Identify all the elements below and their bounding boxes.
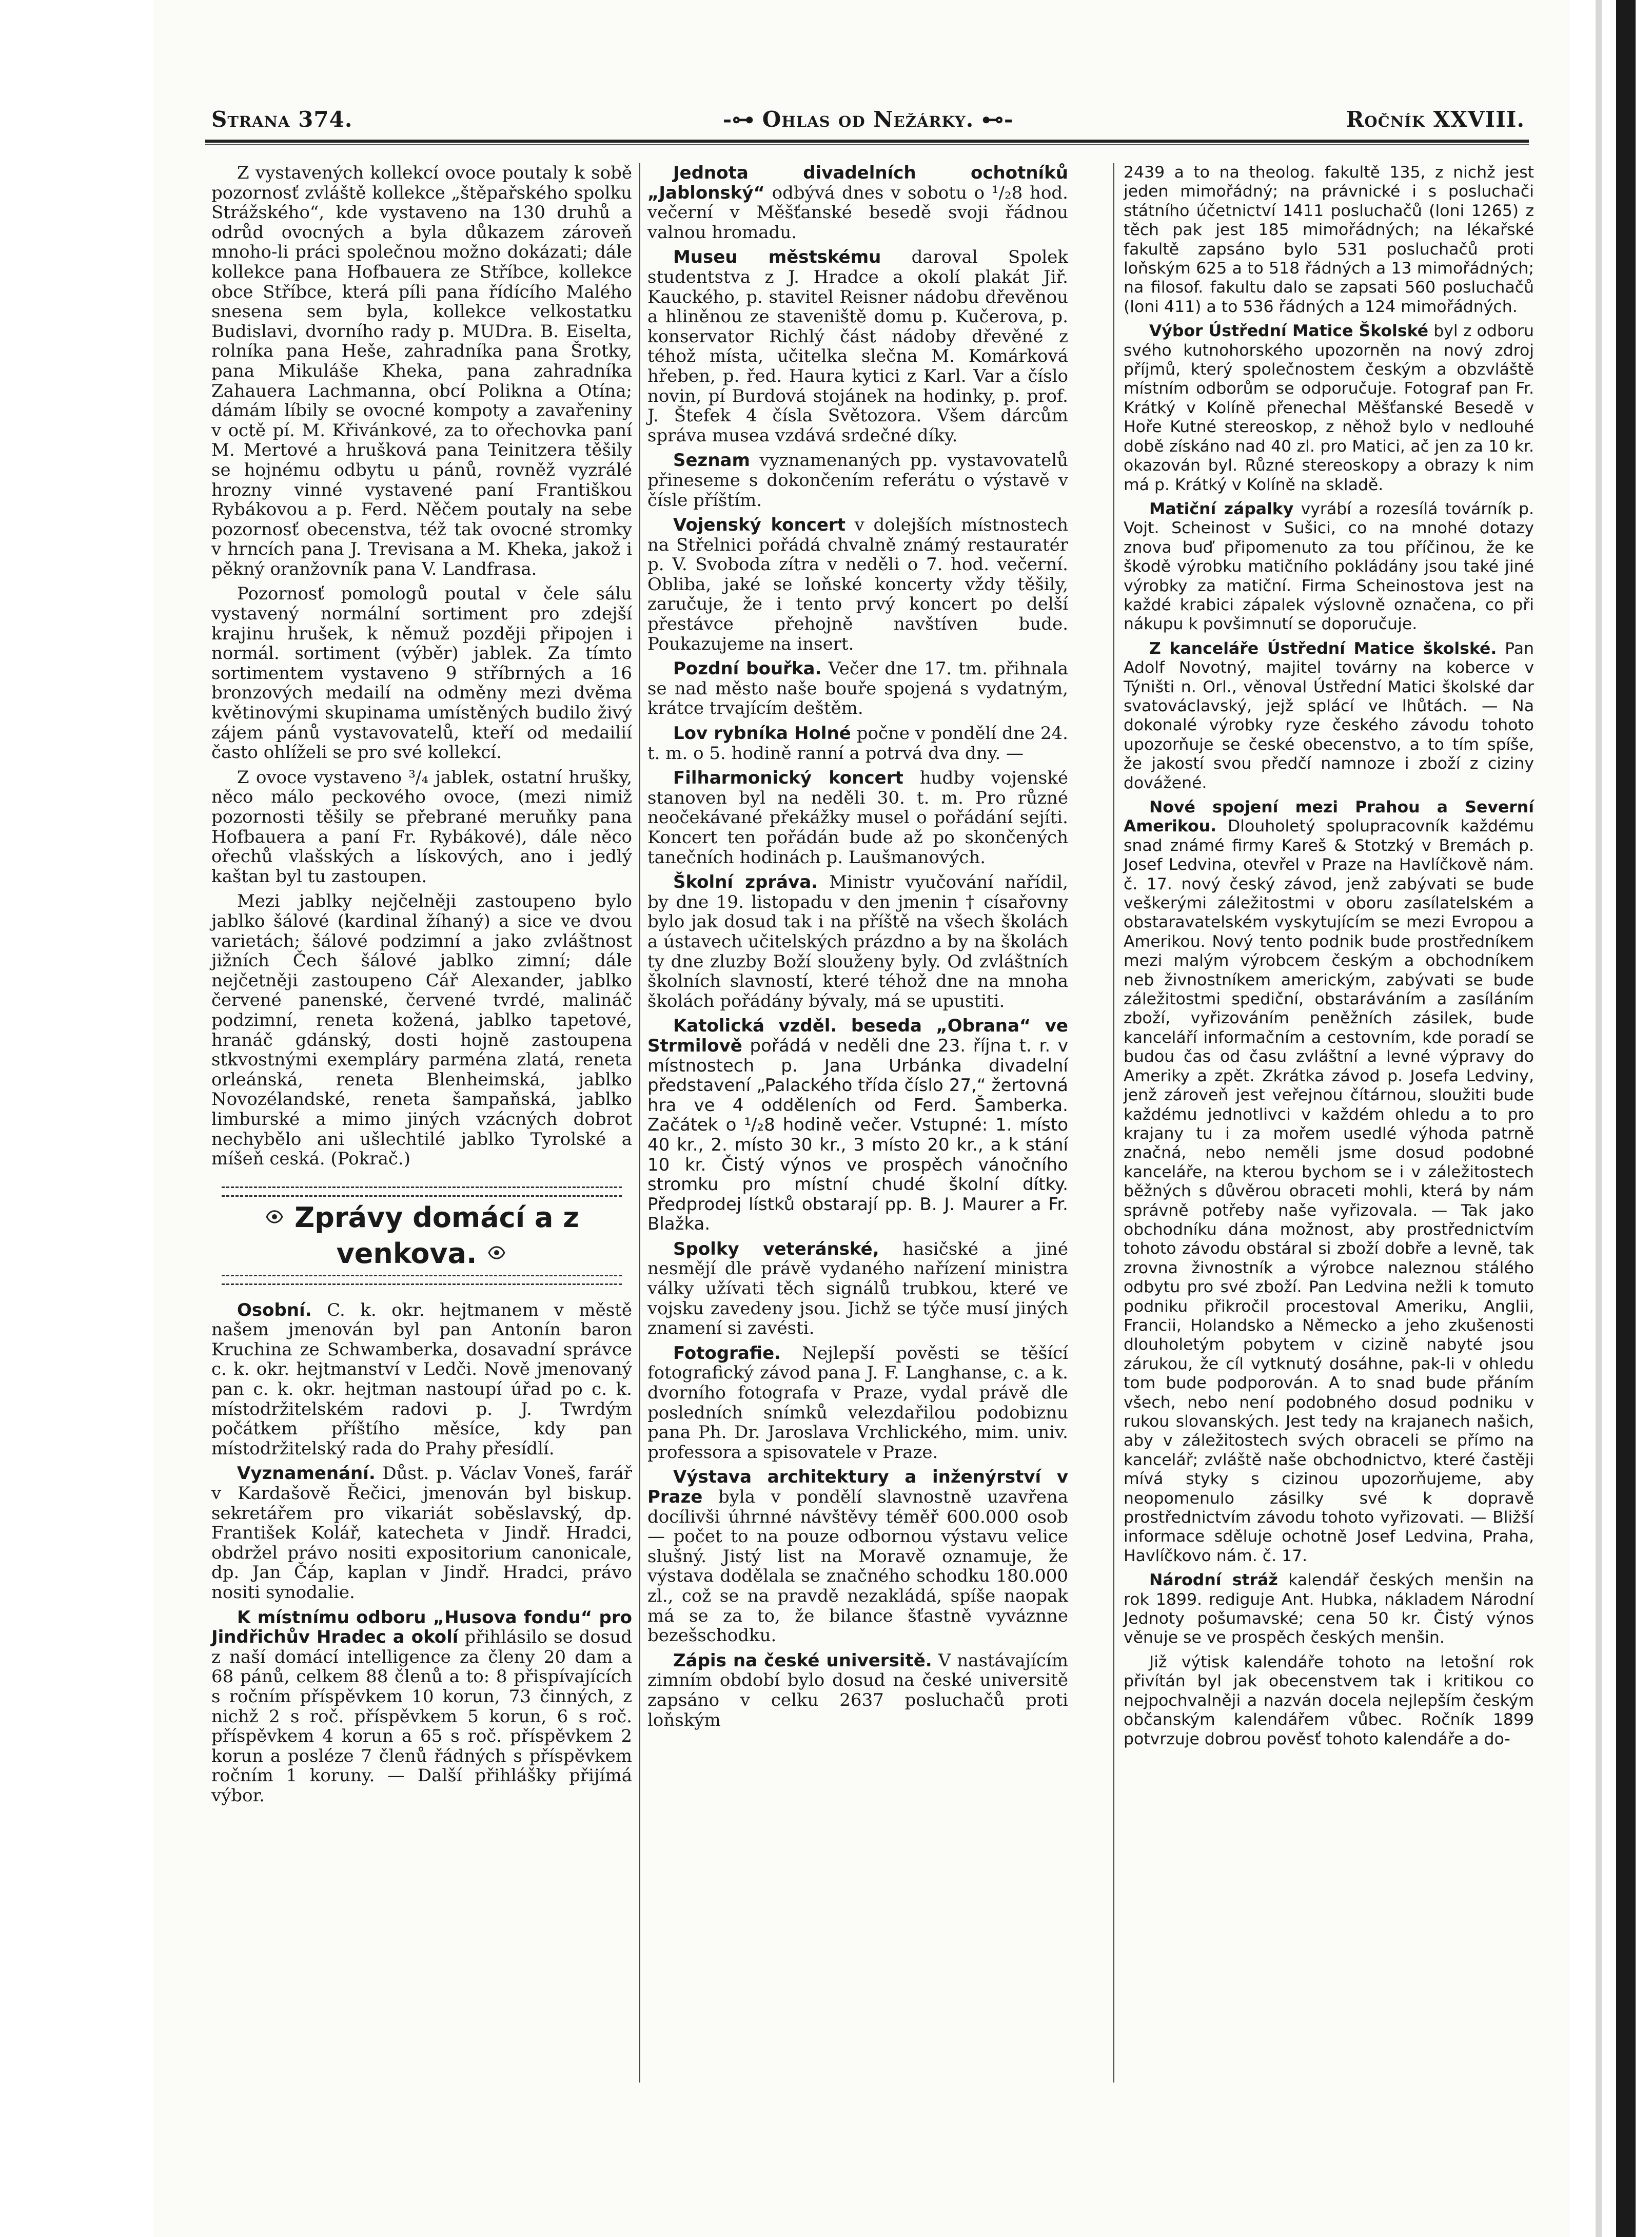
- heading-zapalky: Matiční zápalky: [1149, 499, 1294, 518]
- heading-vojensky-koncert: Vojenský koncert: [673, 515, 845, 536]
- heading-katolicka: Katolická vzděl. beseda „Obrana“ ve Strmilově: [647, 1016, 1068, 1056]
- article-husova-fondu: [211, 1608, 632, 1806]
- article-katolicka: [647, 1016, 1068, 1234]
- text-vystava: byla v pondělí slavnostně uzavřena docílivši úhrnné návštěvy téměř 600.000 osob — počet to na pouze odbornou výstavu velice slušný. Jistý list na Moravě oznamuje, že výstava dodělala se značného schodku 180.000 zl., což se na pravdě nezakládá, spíše naopak má se za to, že bilance šťastně vyváznne bezešschodku.: [647, 1487, 1069, 1646]
- heading-kancelar: Z kanceláře Ústřední Matice školské.: [1149, 639, 1497, 658]
- heading-spolky: Spolky veteránské,: [673, 1238, 879, 1259]
- article-spolky: [647, 1239, 1068, 1338]
- article-nove-spojeni: [1124, 798, 1534, 1566]
- text-zapalky: vyrábí a rozesílá továrník p. Vojt. Scheinost v Sušici, co na mnohé dotazy znova buď připomenuto za tou příčinou, že ke škodě výrobku matičního pokládány jsou také jiné výrobky za matiční. Firma Scheinostova jest na každé krabici zápalek výslovně označena, co při nákupu k povšimnutí se doporučuje.: [1124, 499, 1535, 634]
- column-divider-1: [639, 163, 640, 2083]
- article-vystava: [647, 1467, 1068, 1645]
- heading-filharmonicky: Filharmonický koncert: [673, 768, 903, 789]
- article-lov: [647, 724, 1068, 763]
- exhibition-paragraph-1: Z vystavených kollekcí ovoce poutaly k sobě pozornosť zvláště kollekce „štěpařského spolku Strážského“, kde vystaveno na 130 druhů a odrůd ovocných a byla důkazem zároveň mnoho-li práci společnou možno dokázati; dále kollekce pana Hofbauera ze Stříbce, kollekce obce Stříbce, která píli pana řídícího Malého snesena sem byla, kollekce velkostatku Budislavi, dvorního rady p. MUDra. B. Eiselta, rolníka pana Heše, zahradníka pana Šrotky, pana Mikuláše Kheka, pana zahradníka Zahauera Lachmanna, obcí Polikna a Otína; dámám líbily se ovocné kompoty a zavařeniny v octě pí. M. Křivánkové, za to ořechovka paní M. Mertové a hrušková pana Teinitzera těšily se hojnému odbytu u pánů, rovněž vyzrálé hrozny vinné vystavené paní Františkou Rybákovou a p. Ferd. Něčem poutaly na sebe pozornosť obecenstva, též tak ovocné stromky v hrncích pana J. Trevisana a M. Kheka, jakož i pěkný oranžovník pana V. Landfrasa.: [211, 163, 632, 579]
- article-zapalky: [1124, 500, 1534, 634]
- heading-nove-spojeni: Nové spojení mezi Prahou a Severní Amerikou.: [1124, 798, 1534, 836]
- article-osobni: [211, 1300, 632, 1459]
- text-filharmonicky: hudby vojenské stanoven byl na neděli 30. t. m. Pro různé neočekávané překážky musel o pořádání sejíti. Koncert ten pořádán bude až po skončených tanečních hodinách p. Laušmanových.: [647, 768, 1068, 868]
- zapis-continuation: 2439 a to na theolog. fakultě 135, z nichž jest jeden mimořádný; na právnické i s posluchači státního účetnictví 1411 posluchačů (loni 1265) z těch pak jest 185 mimořádných; na lékařské fakultě zapsáno bylo 531 posluchačů proti loňským 625 a to 518 řádných a 13 mimořádných; na filosof. fakultu dalo se zapsati 560 posluchačů (loni 411) a to 536 řádných a 124 mimořádných.: [1124, 163, 1534, 316]
- text-zapis: V nastávajícím zimním období bylo dosud na české universitě zapsáno v celku 2637 posluchačů proti loňským: [647, 1650, 1068, 1730]
- heading-narodni-straz: Národní stráž: [1149, 1571, 1278, 1590]
- text-jablonsky: odbývá dnes v sobotu o ¹/₂8 hod. večerní v Měšťanské besedě svoji řádnou valnou hromadu.: [647, 182, 1068, 243]
- text-spolky: hasičské a jiné nesmějí dle právě vydaného nařízení ministra války užívati těch signálů trubkou, které ve vojsku zavedeny jsou. Jichž se týče musí jiných znamení si zavésti.: [647, 1238, 1069, 1339]
- article-zapis: [647, 1651, 1068, 1730]
- article-bourka: [647, 659, 1068, 718]
- text-vyznamenani: Důst. p. Václav Voneš, farář v Kardašově Řečici, jmenován byl biskup. sekretářem pro vikariát soběslavský, dp. František Kolář, katecheta v Jindř. Hradci, obdržel právo nositi expositorium canonicale, dp. Jan Čáp, kaplan v Jindř. Hradci, právo nositi synodalie.: [211, 1463, 632, 1603]
- heading-museum: Museu městskému: [673, 247, 881, 268]
- heading-vystava: Výstava architektury a inženýrství v Praze: [647, 1467, 1068, 1507]
- heading-vyznamenani: Vyznamenání.: [237, 1463, 376, 1484]
- column-3: [1124, 163, 1534, 1754]
- heading-vybor: Výbor Ústřední Matice Školské: [1149, 322, 1429, 341]
- text-husova-fondu: přihlásilo se dosud z naší domácí intelligence za členy 20 dam a 68 pánů, celkem 88 členů a to: 8 přispívajících s ročním příspěvkem 10 korun, 73 činných, z nichž 2 s roč. příspěvkem 5 korun, 6 s roč. příspěvkem 4 korun a 65 s roč. příspěvkem 2 korun a posléze 7 členů řádných s příspěvkem ročním 1 koruny. — Další přihlášky přijímá výbor.: [211, 1627, 632, 1806]
- banner-ornament-bottom: [222, 1275, 622, 1285]
- heading-zapis: Zápis na české universitě.: [673, 1650, 932, 1671]
- article-vojensky-koncert: [647, 515, 1068, 654]
- section-banner: [211, 1186, 632, 1285]
- text-katolicka: pořádá v neděli dne 23. října t. r. v místnostech p. Jana Urbánka divadelní představení „Palackého třída číslo 27,“ žertovná hra ve 4 odděleních od Ferd. Šamberka. Začátek o ¹/₂8 hodině večer. Vstupné: 1. místo 40 kr., 2. místo 30 kr., 3 místo 20 kr., a k stání 10 kr. Čistý výnos ve prospěch vánočního stromku pro místní chudé školní dítky. Předprodej lístků obstarají pp. B. J. Maurer a Fr. Blažka.: [647, 1035, 1068, 1235]
- text-osobni: C. k. okr. hejtmanem v městě našem jmenován byl pan Antonín baron Kruchina ze Schwamberka, dosavadní správce c. k. okr. hejtmanství v Ledči. Nově jmenovaný pan c. k. okr. hejtman nastoupí úřad po c. k. místodržitelském radovi p. J. Twrdým počátkem příštího měsíce, kdy pan místodržitelský rada do Prahy přesídlí.: [211, 1299, 632, 1459]
- scan-edge-light: [1596, 0, 1602, 2237]
- heading-bourka: Pozdní bouřka.: [673, 658, 822, 679]
- heading-fotografie: Fotografie.: [673, 1343, 781, 1364]
- text-skolni: Ministr vyučování nařídil, by dne 19. listopadu v den jmenin † císařovny bylo jak dosud tak i na příště na všech školách a ústavech učitelských prázdno a by na školách ty dne zluzby Boží slouženy byly. Od zvláštních školních slavností, které téhož dne na mnoha školách pořádány bývaly, má se upustiti.: [647, 872, 1068, 1011]
- heading-jablonsky: Jednota divadelních ochotníků „Jablonský“: [647, 163, 1068, 203]
- flourish-left-icon: [264, 1207, 285, 1227]
- column-2: [647, 163, 1068, 1735]
- exhibition-paragraph-3: Z ovoce vystaveno ³/₄ jablek, ostatní hrušky, něco málo peckového ovoce, (mezi nimiž pozornosti těšily se přebrané meruňky pana Hofbauera a paní Fr. Rybákové), dále něco ořechů vlašských a lískových, ano i jedlý kaštan byl tu zastoupen.: [211, 767, 632, 887]
- article-kancelar: [1124, 639, 1534, 793]
- heading-husova-fondu: K místnímu odboru „Husova fondu“ pro Jindřichův Hradec a okolí: [211, 1607, 632, 1648]
- heading-osobni: Osobní.: [237, 1299, 312, 1320]
- exhibition-paragraph-4: [211, 891, 632, 1169]
- column-1: [211, 163, 632, 1811]
- text-bourka: Večer dne 17. tm. přihnala se nad město naše bouře spojená s vydatným, krátce trvajícím deštěm.: [647, 658, 1068, 719]
- volume-number: Ročník XXVIII.: [1346, 107, 1525, 132]
- newspaper-title: -⊶ Ohlas od Nežárky. ⊷-: [722, 107, 1014, 132]
- article-narodni-straz: [1124, 1571, 1534, 1648]
- section-title-text: Zprávy domácí a z venkova.: [294, 1201, 579, 1270]
- article-jablonsky: [647, 163, 1068, 242]
- page-number: Strana 374.: [211, 107, 353, 132]
- article-skolni: [647, 872, 1068, 1011]
- text-seznam: vyznamenaných pp. vystavovatelů přineseme s dokončením referátu o výstavě v čísle příštím.: [647, 450, 1068, 511]
- text-narodni-straz: kalendář českých menšin na rok 1899. rediguje Ant. Hubka, nákladem Národní Jednoty pošumavské; cena 50 kr. Čistý výnos věnuje se ve prospěch českých menšin.: [1124, 1571, 1534, 1647]
- article-filharmonicky: [647, 768, 1068, 867]
- text-vybor: byl z odboru svého kutnohorského upozorněn na nový zdroj příjmů, který společnostem českým a obzvláště místním odborům se odporučuje. Fotograf pan Fr. Krátký v Kolíně přenechal Měšťanské Besedě v Hoře Kutné stereoskop, z něhož bylo v nedlouhé době získáno nad 40 zl. pro Matici, ač jen za 10 kr. okazován byl. Různé stereoskopy a obrazy k nim má p. Krátký v Kolíně na skladě.: [1124, 322, 1534, 494]
- article-fotografie: [647, 1344, 1068, 1463]
- text-museum: daroval Spolek studentstva z J. Hradce a okolí plakát Jiř. Kauckého, p. stavitel Reisner nádobu dřevěnou a hliněnou ze staveniště domu p. Kučerova, p. konservator Richlý část nádoby dřevěné z téhož místa, učitelka slečna M. Komárková hřeben, p. řed. Haura kytici z Karl. Var a číslo novin, pí Burdová stojánek na hodinky, p. prof. J. Štefek 4 čísla Světozora. Všem dárcům správa musea vzdává srdečné díky.: [647, 247, 1069, 446]
- scan-edge-dark: [1616, 0, 1636, 2237]
- heading-skolni: Školní zpráva.: [673, 872, 818, 893]
- header-rule: [205, 140, 1529, 143]
- article-vyznamenani: [211, 1464, 632, 1602]
- continued-note: (Pokrač.): [330, 1149, 410, 1170]
- text-fotografie: Nejlepší pověsti se těšící fotografický závod pana J. F. Langhanse, c. a k. dvorního fotografa v Praze, vydal právě dle posledních snímků velezdařilou podobiznu pana Ph. Dr. Jaroslava Vrchlického, mim. univ. professora a spisovatele v Praze.: [647, 1343, 1068, 1463]
- article-vybor: [1124, 322, 1534, 495]
- column-divider-2: [1113, 163, 1114, 2083]
- text-nove-spojeni: Dlouholetý spolupracovník každému snad známé firmy Kareš & Stotzký v Bremách p. Josef Ledvina, otevřel v Praze na Havlíčkově nám. č. 17. nový český závod, jenž zabývati se bude veškerými záležitostmi v oboru zasílatelském a obstaravatelském vyskytujícím se mezi Evropou a Amerikou. Nový tento podnik bude prostředníkem mezi malým výrobcem českým a obchodníkem neb živnostníkem americkým, zabývati se bude záležitostmi spediční, obstaráváním a zasíláním zboží, vyřizováním peněžních zásilek, bude kanceláří informačním a cestovním, kde poradí se budou čas od času zvláštní a levné výpravy do Ameriky a zpět. Zkrátka závod p. Josefa Ledviny, jenž zároveň jest veřejnou čítárnou, sloužiti bude každému jednotlivci v každém ohledu a to pro krajany tu i za mořem usedlé výhoda patrně značná, nebo neměli jsme dosud podobné kanceláře, na kterou bychom se i v záležitostech běžných s důvěrou obraceti mohli, která by nám správně potřeby naše vyřizovala. — Tak jako obchodníku dána možnost, aby prostřednictvím tohoto závodu obstáral si zboží dobře a levně, tak zrovna živnostník a výrobce naleznou stálého odbytu pro své zboží. Pan Ledvina nežli k tomuto podniku přikročil procestoval Ameriku, Anglii, Francii, Holandsko a Německo a jeho zkušenosti dlouholetým pobytem v cizině nabyté jsou zárukou, že cíl vytknutý dosáhne, pak-li v ohledu tom bude podporován. A to snad bude přáním všech, nebo není podobného dosud podniku v rukou slovanských. Jest tedy na krajanech našich, aby v záležitostech svých obraceli se přímo na kancelář; zvláště naše obchodnictvo, které častěji mívá styky s cizinou upozorňujeme, aby neopomenulo zásilky své k dopravě prostřednictvím závodu tohoto vyřizovati. — Bližší informace sděluje ochotně Josef Ledvina, Praha, Havlíčkovo nám. č. 17.: [1124, 817, 1535, 1565]
- heading-lov: Lov rybníka Holné: [673, 723, 851, 744]
- header-rule-thin: [205, 144, 1529, 145]
- section-title: [211, 1197, 632, 1275]
- exhibition-text-4: Mezi jablky nejčelněji zastoupeno bylo jablko šálové (kardinal žíhaný) a sice ve dvou varietách; šálové podzimní a jako zvláštnost jižních Čech šálové jablko zimní; dále nejčetněji zastoupeno Cář Alexander, jablko červené panenské, červené tvrdé, malináč podzimní, reneta kožená, jablko tapetové, hranáč gdánský, dosti hojně zastoupena stkvostnými exempláry parména zlatá, reneta orleánská, reneta Blenheimská, jablko Novozélandské, reneta šampaňská, jablko limburské a mimo jiných vzácných dobrot nechybělo ani ušlechtilé jablko Tyrolské a míšeň ceská.: [211, 891, 632, 1170]
- exhibition-paragraph-2: Pozornosť pomologů poutal v čele sálu vystavený normální sortiment pro zdejší krajinu hrušek, k němuž později připojen i normál. sortiment (výběr) jablek. Za tímto sortimentem vystaveno 9 stříbrných a 16 bronzových medailí na odměny mezi dvěma květinovými skupinama umístěných budilo živý zájem pánů vystavovatelů, kteří od medailií často ohlíželi se pro své kollekcí.: [211, 583, 632, 763]
- article-seznam: [647, 451, 1068, 510]
- page-header: [211, 107, 1525, 138]
- flourish-right-icon: [486, 1242, 507, 1263]
- banner-ornament-top: [222, 1186, 622, 1197]
- text-lov: počne v pondělí dne 24. t. m. o 5. hodině ranní a potrvá dva dny. —: [647, 723, 1068, 764]
- heading-seznam: Seznam: [673, 450, 750, 471]
- article-museum: [647, 247, 1068, 445]
- article-narodni-straz-2: Již výtisk kalendáře tohoto na letošní rok přivítán byl jak obecenstvem tak i kritikou co nejpochvalněji a nazván docela nejlepším českým občanským kalendářem vůbec. Ročník 1899 potvrzuje dobrou pověsť tohoto kalendáře a do-: [1124, 1652, 1534, 1748]
- text-kancelar: Pan Adolf Novotný, majitel továrny na koberce v Týništi n. Orl., věnoval Ústřední Matici školské dar svatováclavský, jejž splácí ve lhůtách. — Na dokonalé výrobky ryze českého závodu tohoto upozorňuje se české obecenstvo, a to tím spíše, že jakostí svou předčí namnoze i zboží z ciziny dovážené.: [1124, 639, 1535, 792]
- text-vojensky-koncert: v dolejších místnostech na Střelnici pořádá chvalně známý restauratér p. V. Svoboda zítra v neděli o 7. hod. večerní. Obliba, jaké se loňské koncerty vždy těšily, zaručuje, že i tento prvý koncert po delší přestávce přehojně navštíven bude. Poukazujeme na insert.: [647, 515, 1069, 654]
